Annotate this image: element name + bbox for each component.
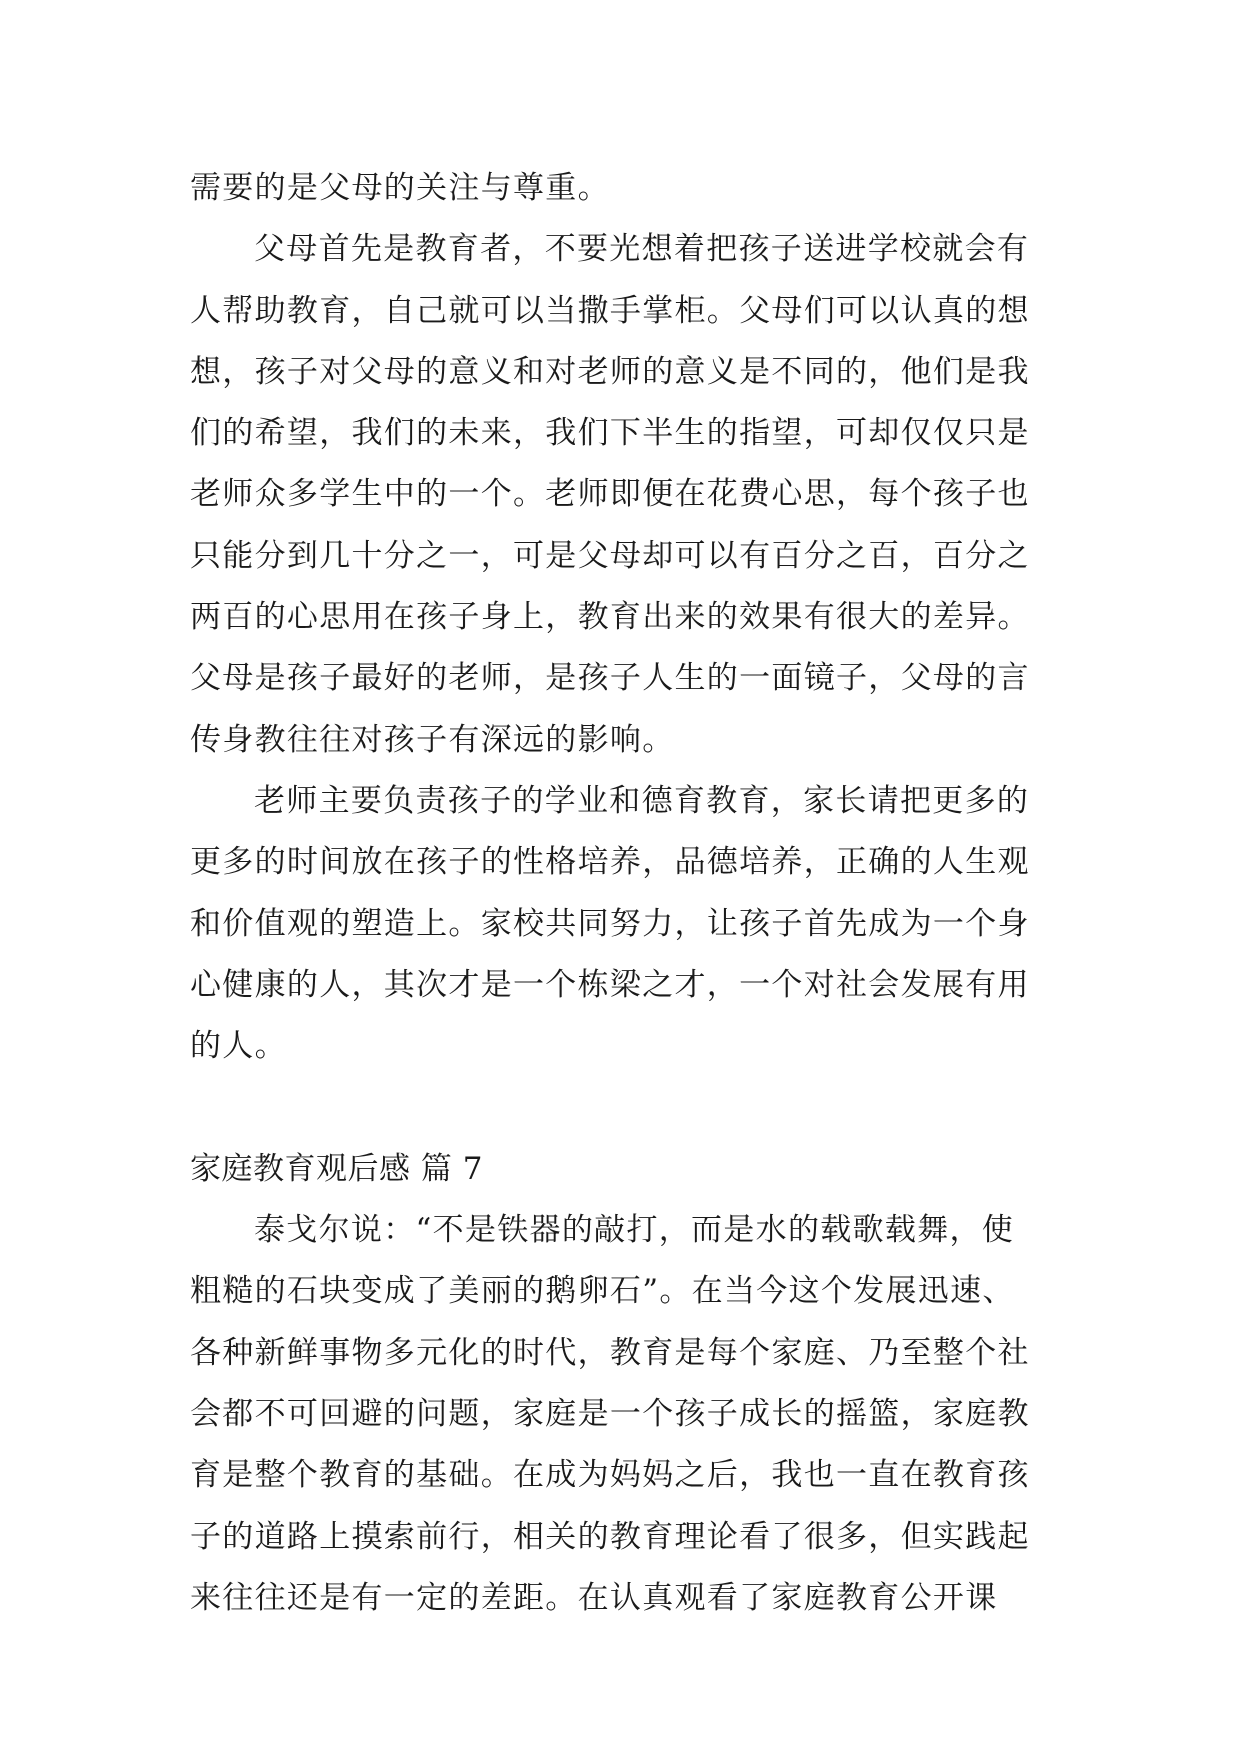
text-line: 们的希望，我们的未来，我们下半生的指望，可却仅仅只是 — [190, 415, 1030, 452]
text-line: 只能分到几十分之一，可是父母却可以有百分之百，百分之 — [190, 537, 1030, 574]
paragraph-first-line: 父母首先是教育者，不要光想着把孩子送进学校就会有 — [254, 231, 1030, 268]
document-body — [190, 158, 1070, 1629]
text-line: 两百的心思用在孩子身上，教育出来的效果有很大的差异。 — [190, 599, 1030, 636]
text-line: 父母是孩子最好的老师，是孩子人生的一面镜子，父母的言 — [190, 660, 1030, 697]
text-line: 会都不可回避的问题，家庭是一个孩子成长的摇篮，家庭教 — [190, 1395, 1030, 1432]
text-line: 人帮助教育，自己就可以当撒手掌柜。父母们可以认真的想 — [190, 292, 1030, 329]
text-line: 心健康的人，其次才是一个栋梁之才，一个对社会发展有用 — [190, 966, 1030, 1003]
text-line: 想，孩子对父母的意义和对老师的意义是不同的，他们是我 — [190, 353, 1030, 390]
text-line: 老师众多学生中的一个。老师即便在花费心思，每个孩子也 — [190, 476, 1030, 513]
text-line: 需要的是父母的关注与尊重。 — [190, 170, 610, 206]
paragraph-first-line: 老师主要负责孩子的学业和德育教育，家长请把更多的 — [254, 782, 1030, 819]
text-line: 各种新鲜事物多元化的时代，教育是每个家庭、乃至整个社 — [190, 1334, 1030, 1371]
text-line: 粗糙的石块变成了美丽的鹅卵石”。在当今这个发展迅速、 — [190, 1273, 1015, 1310]
text-line: 育是整个教育的基础。在成为妈妈之后，我也一直在教育孩 — [190, 1457, 1030, 1494]
blank-line — [190, 1077, 1070, 1138]
text-line: 子的道路上摸索前行，相关的教育理论看了很多，但实践起 — [190, 1518, 1030, 1555]
text-line: 传身教往往对孩子有深远的影响。 — [190, 721, 675, 758]
text-line: 和价值观的塑造上。家校共同努力，让孩子首先成为一个身 — [190, 905, 1030, 942]
section-heading: 家庭教育观后感 篇 7 — [190, 1150, 483, 1187]
text-line: 更多的时间放在孩子的性格培养，品德培养，正确的人生观 — [190, 844, 1030, 881]
paragraph-first-line: 泰戈尔说：“不是铁器的敲打，而是水的载歌载舞，使 — [254, 1212, 1015, 1249]
text-line: 的人。 — [190, 1028, 287, 1065]
text-line: 来往往还是有一定的差距。在认真观看了家庭教育公开课 — [190, 1579, 998, 1616]
